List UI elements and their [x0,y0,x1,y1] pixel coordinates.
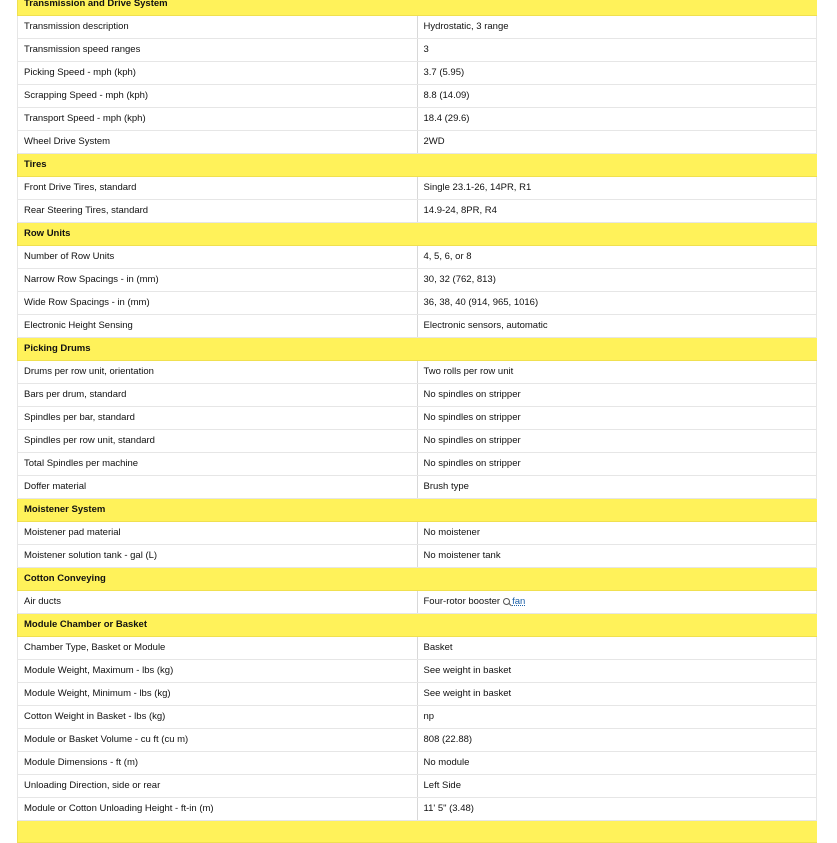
spec-value: No spindles on stripper [423,412,521,423]
spec-row [18,315,817,338]
spec-table [17,0,817,843]
spec-row [18,798,817,821]
spec-row [18,545,817,568]
spec-label: Wide Row Spacings - in (mm) [18,292,418,315]
spec-row [18,292,817,315]
section-title: Picking Drums [18,338,817,361]
spec-value-cell [417,39,817,62]
spec-value: No spindles on stripper [423,458,521,469]
spec-value-cell [417,752,817,775]
section-header [18,154,817,177]
spec-label: Bars per drum, standard [18,384,418,407]
spec-value-cell [417,131,817,154]
spec-label: Chamber Type, Basket or Module [18,637,418,660]
spec-label: Rear Steering Tires, standard [18,200,418,223]
spec-value-cell [417,591,817,614]
spec-value: Two rolls per row unit [423,366,514,377]
spec-row [18,453,817,476]
spec-value: See weight in basket [423,688,512,699]
spec-label: Transport Speed - mph (kph) [18,108,418,131]
spec-value-cell [417,706,817,729]
spec-label: Spindles per row unit, standard [18,430,418,453]
spec-row [18,660,817,683]
spec-row [18,361,817,384]
spec-label: Module or Cotton Unloading Height - ft-in (m) [18,798,418,821]
spec-label: Module Weight, Minimum - lbs (kg) [18,683,418,706]
spec-row [18,775,817,798]
section-title: Cotton Conveying [18,568,817,591]
section-title: Module Chamber or Basket [18,614,817,637]
spec-label: Drums per row unit, orientation [18,361,418,384]
spec-value-cell [417,637,817,660]
spec-value: 4, 5, 6, or 8 [423,251,472,262]
spec-label: Unloading Direction, side or rear [18,775,418,798]
spec-label: Air ducts [18,591,418,614]
spec-row [18,683,817,706]
spec-value: Left Side [423,780,461,791]
spec-value-cell [417,430,817,453]
spec-label: Moistener pad material [18,522,418,545]
spec-value: 8.8 (14.09) [423,90,470,101]
spec-label: Front Drive Tires, standard [18,177,418,200]
spec-value: Electronic sensors, automatic [423,320,548,331]
spec-value: 30, 32 (762, 813) [423,274,496,285]
spec-row [18,85,817,108]
spec-row [18,706,817,729]
spec-value-cell [417,453,817,476]
spec-value: Single 23.1-26, 14PR, R1 [423,182,532,193]
spec-value: 3 [423,44,429,55]
spec-label: Moistener solution tank - gal (L) [18,545,418,568]
spec-label: Transmission description [18,16,418,39]
spec-value: 18.4 (29.6) [423,113,470,124]
spec-value-cell [417,62,817,85]
spec-row [18,522,817,545]
spec-value-cell [417,660,817,683]
spec-value-cell [417,246,817,269]
spec-row [18,430,817,453]
spec-value-cell [417,775,817,798]
fan-glossary-link[interactable]: fan [512,596,526,607]
spec-value: Hydrostatic, 3 range [423,21,509,32]
spec-row [18,729,817,752]
spec-table-body [18,0,817,843]
spec-value: Basket [423,642,453,653]
spec-value: 2WD [423,136,445,147]
section-title: Tires [18,154,817,177]
spec-value: 36, 38, 40 (914, 965, 1016) [423,297,539,308]
spec-value-cell [417,85,817,108]
spec-row [18,39,817,62]
spec-label: Scrapping Speed - mph (kph) [18,85,418,108]
section-header [18,499,817,522]
spec-value: No spindles on stripper [423,435,521,446]
search-icon[interactable] [503,598,510,605]
spec-value-cell [417,522,817,545]
spec-row [18,131,817,154]
spec-value-cell [417,177,817,200]
spec-label: Doffer material [18,476,418,499]
section-header [18,338,817,361]
spec-row [18,200,817,223]
spec-value-cell [417,798,817,821]
spec-value: Brush type [423,481,469,492]
spec-value-cell [417,315,817,338]
spec-row [18,62,817,85]
spec-label: Module Weight, Maximum - lbs (kg) [18,660,418,683]
spec-value-cell [417,476,817,499]
spec-value-cell [417,729,817,752]
spec-value: No spindles on stripper [423,389,521,400]
section-header [18,223,817,246]
spec-label: Narrow Row Spacings - in (mm) [18,269,418,292]
spec-value: See weight in basket [423,665,512,676]
spec-value-cell [417,683,817,706]
spec-label: Number of Row Units [18,246,418,269]
spec-value: np [423,711,435,722]
spec-value-cell [417,384,817,407]
spec-value: No module [423,757,470,768]
section-header [18,568,817,591]
section-title: Moistener System [18,499,817,522]
spec-label: Module Dimensions - ft (m) [18,752,418,775]
spec-label: Picking Speed - mph (kph) [18,62,418,85]
spec-value: 3.7 (5.95) [423,67,465,78]
spec-value: No moistener tank [423,550,501,561]
spec-label: Wheel Drive System [18,131,418,154]
section-title: Transmission and Drive System [18,0,817,16]
spec-label: Electronic Height Sensing [18,315,418,338]
spec-label: Transmission speed ranges [18,39,418,62]
spec-label: Total Spindles per machine [18,453,418,476]
spec-value-cell [417,407,817,430]
spec-value-cell [417,108,817,131]
spec-row [18,407,817,430]
spec-value-cell [417,545,817,568]
spec-label: Cotton Weight in Basket - lbs (kg) [18,706,418,729]
spec-value: 14.9-24, 8PR, R4 [423,205,497,216]
spec-label: Module or Basket Volume - cu ft (cu m) [18,729,418,752]
spec-value-cell [417,16,817,39]
spec-row [18,752,817,775]
spec-value-cell [417,269,817,292]
spec-row [18,108,817,131]
spec-row [18,476,817,499]
spec-value: Four-rotor booster [423,596,501,607]
section-header [18,0,817,16]
spec-value-cell [417,292,817,315]
section-header [18,614,817,637]
spec-value: 808 (22.88) [423,734,473,745]
spec-row [18,637,817,660]
spec-value-cell [417,361,817,384]
spec-row [18,269,817,292]
spec-row [18,246,817,269]
spec-row [18,16,817,39]
spec-value: 11' 5" (3.48) [423,803,474,814]
spec-row [18,177,817,200]
spec-row [18,384,817,407]
spec-row [18,591,817,614]
spec-value: No moistener [423,527,480,538]
spec-value-cell [417,200,817,223]
section-title: Row Units [18,223,817,246]
spec-label: Spindles per bar, standard [18,407,418,430]
